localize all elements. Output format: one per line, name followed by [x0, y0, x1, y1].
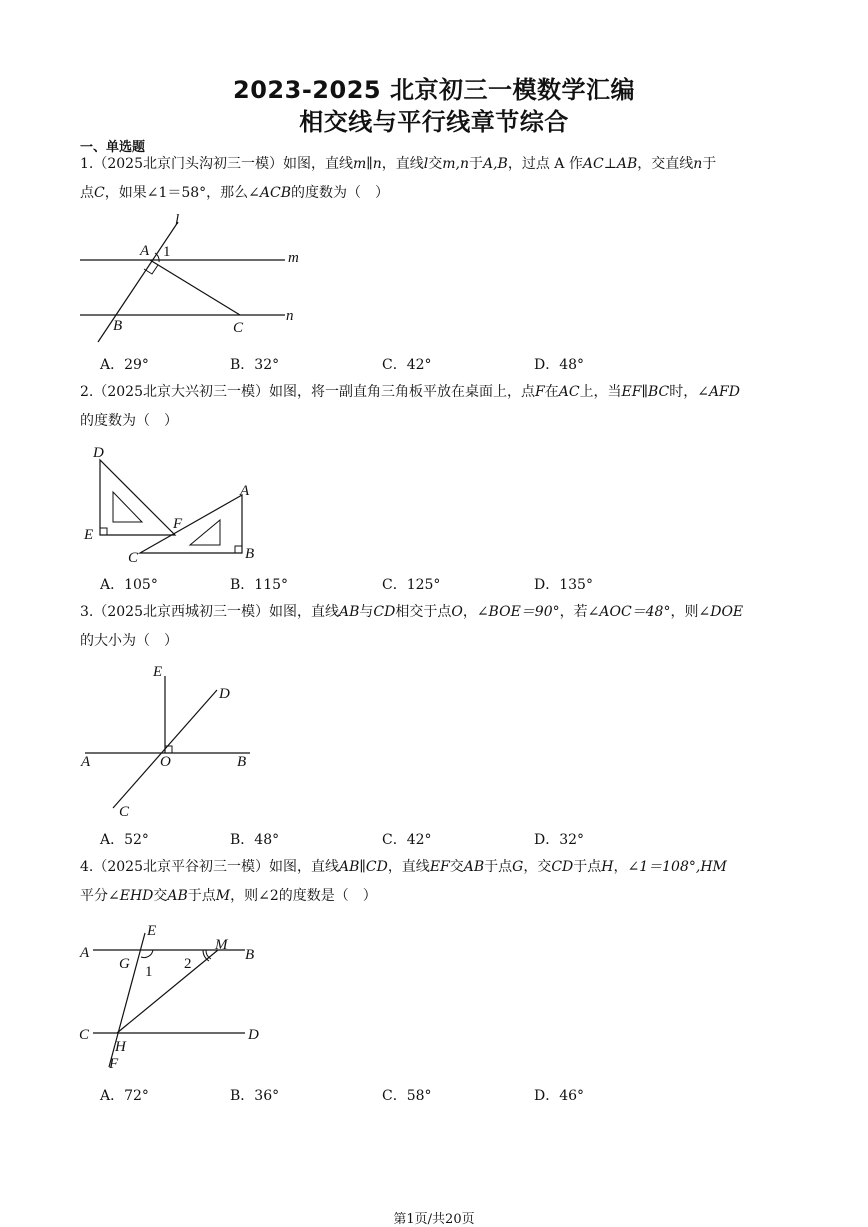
fig4-label-1: 1 — [145, 964, 153, 980]
q4-option-d: D．46° — [534, 1088, 585, 1104]
q3-option-d: D．32° — [534, 832, 585, 848]
question-1-text: 1.（2025北京门头沟初三一模）如图，直线m∥n，直线l交m,n于A,B，过点 A 作AC⊥AB，交直线n于 点C，如果∠1＝58°，那么∠ACB的度数为（ ） — [80, 156, 717, 201]
fig3-label-c: C — [119, 804, 130, 820]
fig4-label-a: A — [80, 945, 90, 961]
fig1-label-l: l — [175, 212, 180, 228]
q1-option-c: C．42° — [382, 357, 432, 373]
fig1-label-1: 1 — [163, 244, 171, 260]
question-3-figure — [75, 658, 265, 823]
fig1-label-b: B — [113, 318, 123, 334]
fig2-label-b: B — [245, 546, 255, 562]
fig4-label-c: C — [79, 1027, 90, 1043]
fig4-label-e: E — [147, 923, 157, 939]
question-3-text: 3.（2025北京西城初三一模）如图，直线AB与CD相交于点O，∠BOE＝90°，若∠AOC＝48°，则∠DOE 的大小为（ ） — [80, 604, 744, 649]
fig3-label-d: D — [219, 686, 230, 702]
q2-option-a: A．105° — [100, 577, 158, 593]
fig4-label-d: D — [248, 1027, 259, 1043]
question-2-text: 2.（2025北京大兴初三一模）如图，将一副直角三角板平放在桌面上，点F在AC上，当EF∥BC时，∠AFD 的度数为（ ） — [80, 384, 740, 429]
fig4-label-h: H — [115, 1039, 126, 1055]
fig1-label-n: n — [286, 308, 294, 324]
question-4-figure — [75, 915, 275, 1075]
q4-option-c: C．58° — [382, 1088, 432, 1104]
fig1-label-c: C — [233, 320, 244, 336]
fig2-label-a: A — [240, 483, 250, 499]
q1-option-b: B．32° — [230, 357, 280, 373]
fig4-label-m: M — [215, 937, 228, 953]
page-title: 2023-2025 北京初三一模数学汇编 — [233, 76, 635, 104]
fig3-label-b: B — [237, 754, 247, 770]
fig4-label-b: B — [245, 947, 255, 963]
q4-option-a: A．72° — [100, 1088, 149, 1104]
fig3-label-e: E — [153, 664, 163, 680]
fig2-label-f: F — [173, 516, 183, 532]
q2-option-d: D．135° — [534, 577, 593, 593]
q3-option-c: C．42° — [382, 832, 432, 848]
question-1-figure — [70, 210, 320, 350]
q1-option-d: D．48° — [534, 357, 585, 373]
page-footer: 第1页/共20页 — [393, 1212, 475, 1227]
q3-option-a: A．52° — [100, 832, 149, 848]
fig3-label-o: O — [160, 754, 171, 770]
fig3-label-a: A — [81, 754, 91, 770]
q2-option-b: B．115° — [230, 577, 289, 593]
q4-option-b: B．36° — [230, 1088, 280, 1104]
fig2-label-e: E — [84, 527, 94, 543]
fig2-label-d: D — [93, 445, 104, 461]
q2-option-c: C．125° — [382, 577, 441, 593]
fig4-label-2: 2 — [184, 956, 192, 972]
question-2-figure — [80, 440, 270, 565]
fig4-label-f: F — [109, 1056, 119, 1072]
page-subtitle: 相交线与平行线章节综合 — [299, 108, 569, 136]
fig4-label-g: G — [119, 956, 130, 972]
fig1-label-m: m — [288, 250, 299, 266]
fig2-label-c: C — [128, 550, 139, 565]
q3-option-b: B．48° — [230, 832, 280, 848]
question-4-text: 4.（2025北京平谷初三一模）如图，直线AB∥CD，直线EF交AB于点G，交CD于点H，∠1＝108°,HM 平分∠EHD交AB于点M，则∠2的度数是（ ） — [80, 859, 727, 904]
section-heading: 一、单选题 — [80, 140, 146, 155]
q1-option-a: A．29° — [100, 357, 149, 373]
fig1-label-a: A — [140, 243, 150, 259]
